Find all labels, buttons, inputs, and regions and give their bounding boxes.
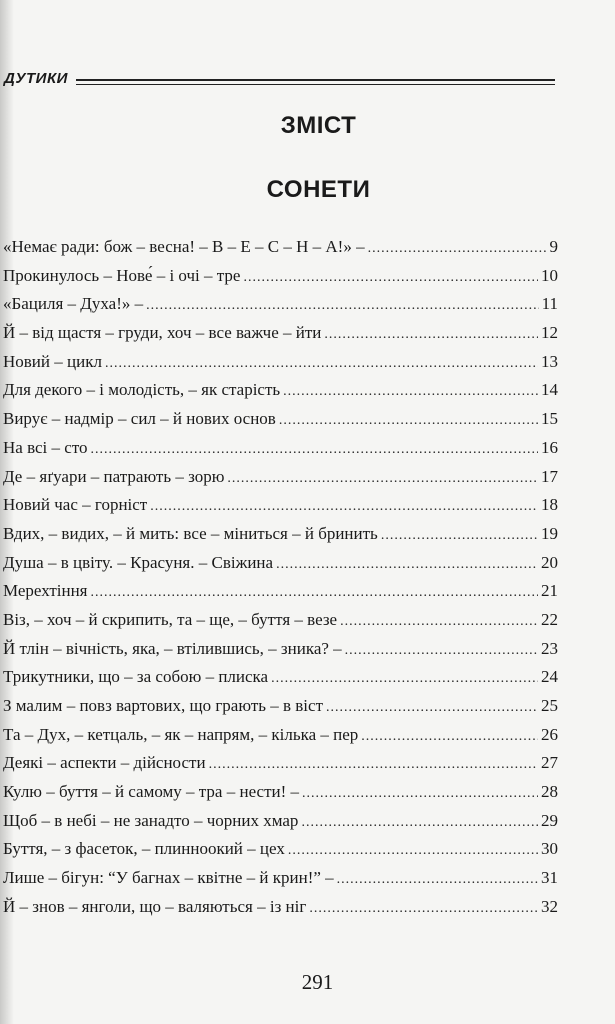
dot-leader (91, 436, 538, 465)
toc-entry-title: Вдих, – видих, – й мить: все – міниться – й бринить (3, 523, 378, 543)
toc-entry-page: 19 (541, 523, 558, 543)
toc-entry-page: 31 (541, 868, 558, 888)
toc-entry-title: Вирує – надмір – сил – й нових основ (3, 409, 276, 429)
toc-entry-title: Віз, – хоч – й скрипить, та – ще, – буття – везе (3, 609, 338, 629)
toc-entry-page: 11 (541, 294, 558, 314)
toc-entry-page: 28 (541, 782, 558, 802)
dot-leader (345, 637, 538, 666)
toc-entry[interactable] (3, 319, 558, 348)
toc-entry-title: Де – яґуари – патрають – зорю (3, 466, 225, 486)
toc-entry-title: Буття, – з фасеток, – плинноокий – цех (3, 839, 285, 859)
toc-entry-page: 13 (541, 351, 558, 371)
toc-entry-title: Душа – в цвіту. – Красуня. – Свіжина (3, 552, 274, 572)
dot-leader (361, 723, 538, 752)
toc-entry-title: Деякі – аспекти – дійсности (3, 753, 206, 773)
toc-entry[interactable] (3, 491, 558, 520)
toc-entry-page: 9 (549, 237, 558, 256)
toc-entry-page: 12 (541, 323, 558, 343)
toc-entry-page: 16 (541, 437, 558, 457)
toc-entry-title: Щоб – в небі – не занадто – чорних хмар (3, 810, 299, 830)
toc-entry[interactable] (3, 893, 558, 922)
dot-leader (326, 694, 538, 723)
toc-entry[interactable] (3, 577, 558, 606)
toc-entry[interactable] (3, 749, 558, 778)
toc-entry[interactable] (3, 262, 558, 291)
toc-entry[interactable] (3, 376, 558, 405)
toc-entry-title: Кулю – буття – й самому – тра – нести! – (3, 782, 300, 802)
dot-leader (276, 551, 538, 580)
dot-leader (301, 809, 538, 838)
toc-entry-page: 23 (541, 638, 558, 658)
toc-entry[interactable] (3, 692, 558, 721)
toc-entry-page: 10 (541, 265, 558, 285)
dot-leader (146, 292, 538, 321)
toc-entry-page: 17 (541, 466, 558, 486)
dot-leader (209, 751, 538, 780)
toc-entry-page: 32 (541, 896, 558, 916)
dot-leader (381, 522, 538, 551)
dot-leader (283, 378, 538, 407)
dot-leader (340, 608, 538, 637)
dot-leader (288, 837, 538, 866)
toc-entry[interactable] (3, 463, 558, 492)
dot-leader (271, 665, 538, 694)
toc-entry[interactable] (3, 864, 558, 893)
toc-entry[interactable] (3, 520, 558, 549)
toc-entry-page: 27 (541, 753, 558, 773)
dot-leader (91, 579, 538, 608)
toc-entry[interactable] (3, 778, 558, 807)
toc-entry-title: «Немає ради: бож – весна! – В – Е – С – Н – А!» – (3, 237, 365, 256)
toc-entry[interactable] (3, 807, 558, 836)
table-of-contents (3, 233, 558, 922)
toc-entry[interactable] (3, 835, 558, 864)
toc-entry[interactable] (3, 635, 558, 664)
toc-entry[interactable] (3, 549, 558, 578)
toc-entry-title: Лише – бігун: “У багнах – квітне – й крин!” – (3, 868, 334, 888)
dot-leader (337, 866, 538, 895)
toc-entry-title: Й тлін – вічність, яка, – втілившись, – зника? – (3, 638, 342, 658)
dot-leader (243, 264, 538, 293)
dot-leader (150, 493, 538, 522)
toc-entry-title: На всі – сто (3, 437, 88, 457)
toc-entry-page: 25 (541, 696, 558, 715)
dot-leader (324, 321, 538, 350)
dot-leader (302, 780, 538, 809)
toc-entry-title: З малим – повз вартових, що грають – в віст (3, 696, 324, 715)
toc-entry-page: 30 (541, 839, 558, 859)
toc-entry-title: Та – Дух, – кетцаль, – як – напрям, – кілька – пер (3, 724, 359, 744)
toc-entry[interactable] (3, 233, 558, 262)
toc-entry-title: Мерехтіння (3, 581, 88, 601)
dot-leader (227, 465, 538, 494)
section-title: СОНЕТИ (266, 176, 371, 203)
toc-entry-page: 26 (541, 724, 558, 744)
toc-entry-page: 20 (541, 552, 558, 572)
toc-entry-title: Прокинулось – Нове́ – і очі – тре (3, 265, 241, 285)
running-head: ДУТИКИ (4, 70, 68, 87)
toc-entry-title: Трикутники, що – за собою – плиска (3, 667, 269, 687)
header-rule (76, 79, 555, 81)
dot-leader (309, 895, 538, 924)
toc-entry-page: 18 (541, 495, 558, 515)
page-number: 291 (301, 970, 334, 994)
toc-entry-page: 14 (541, 380, 558, 400)
toc-entry-title: Й – знов – янголи, що – валяються – із ніг (3, 896, 307, 916)
toc-entry[interactable] (3, 405, 558, 434)
toc-entry-title: Й – від щастя – груди, хоч – все важче – йти (3, 323, 322, 343)
toc-entry[interactable] (3, 606, 558, 635)
toc-entry[interactable] (3, 348, 558, 377)
toc-entry-title: «Бациля – Духа!» – (3, 294, 144, 314)
toc-entry-page: 15 (541, 409, 558, 429)
toc-entry-page: 22 (541, 609, 558, 629)
toc-entry-title: Новий час – горніст (3, 495, 148, 515)
toc-entry[interactable] (3, 663, 558, 692)
toc-entry-page: 29 (541, 810, 558, 830)
toc-entry-title: Для декого – і молодість, – як старість (3, 380, 281, 400)
toc-entry[interactable] (3, 721, 558, 750)
toc-entry-page: 24 (541, 667, 558, 687)
toc-entry-title: Новий – цикл (3, 351, 102, 371)
dot-leader (279, 407, 538, 436)
dot-leader (368, 235, 547, 264)
dot-leader (105, 350, 538, 379)
toc-entry-page: 21 (541, 581, 558, 601)
toc-entry[interactable] (3, 290, 558, 319)
contents-title: ЗМІСТ (280, 112, 357, 139)
toc-entry[interactable] (3, 434, 558, 463)
